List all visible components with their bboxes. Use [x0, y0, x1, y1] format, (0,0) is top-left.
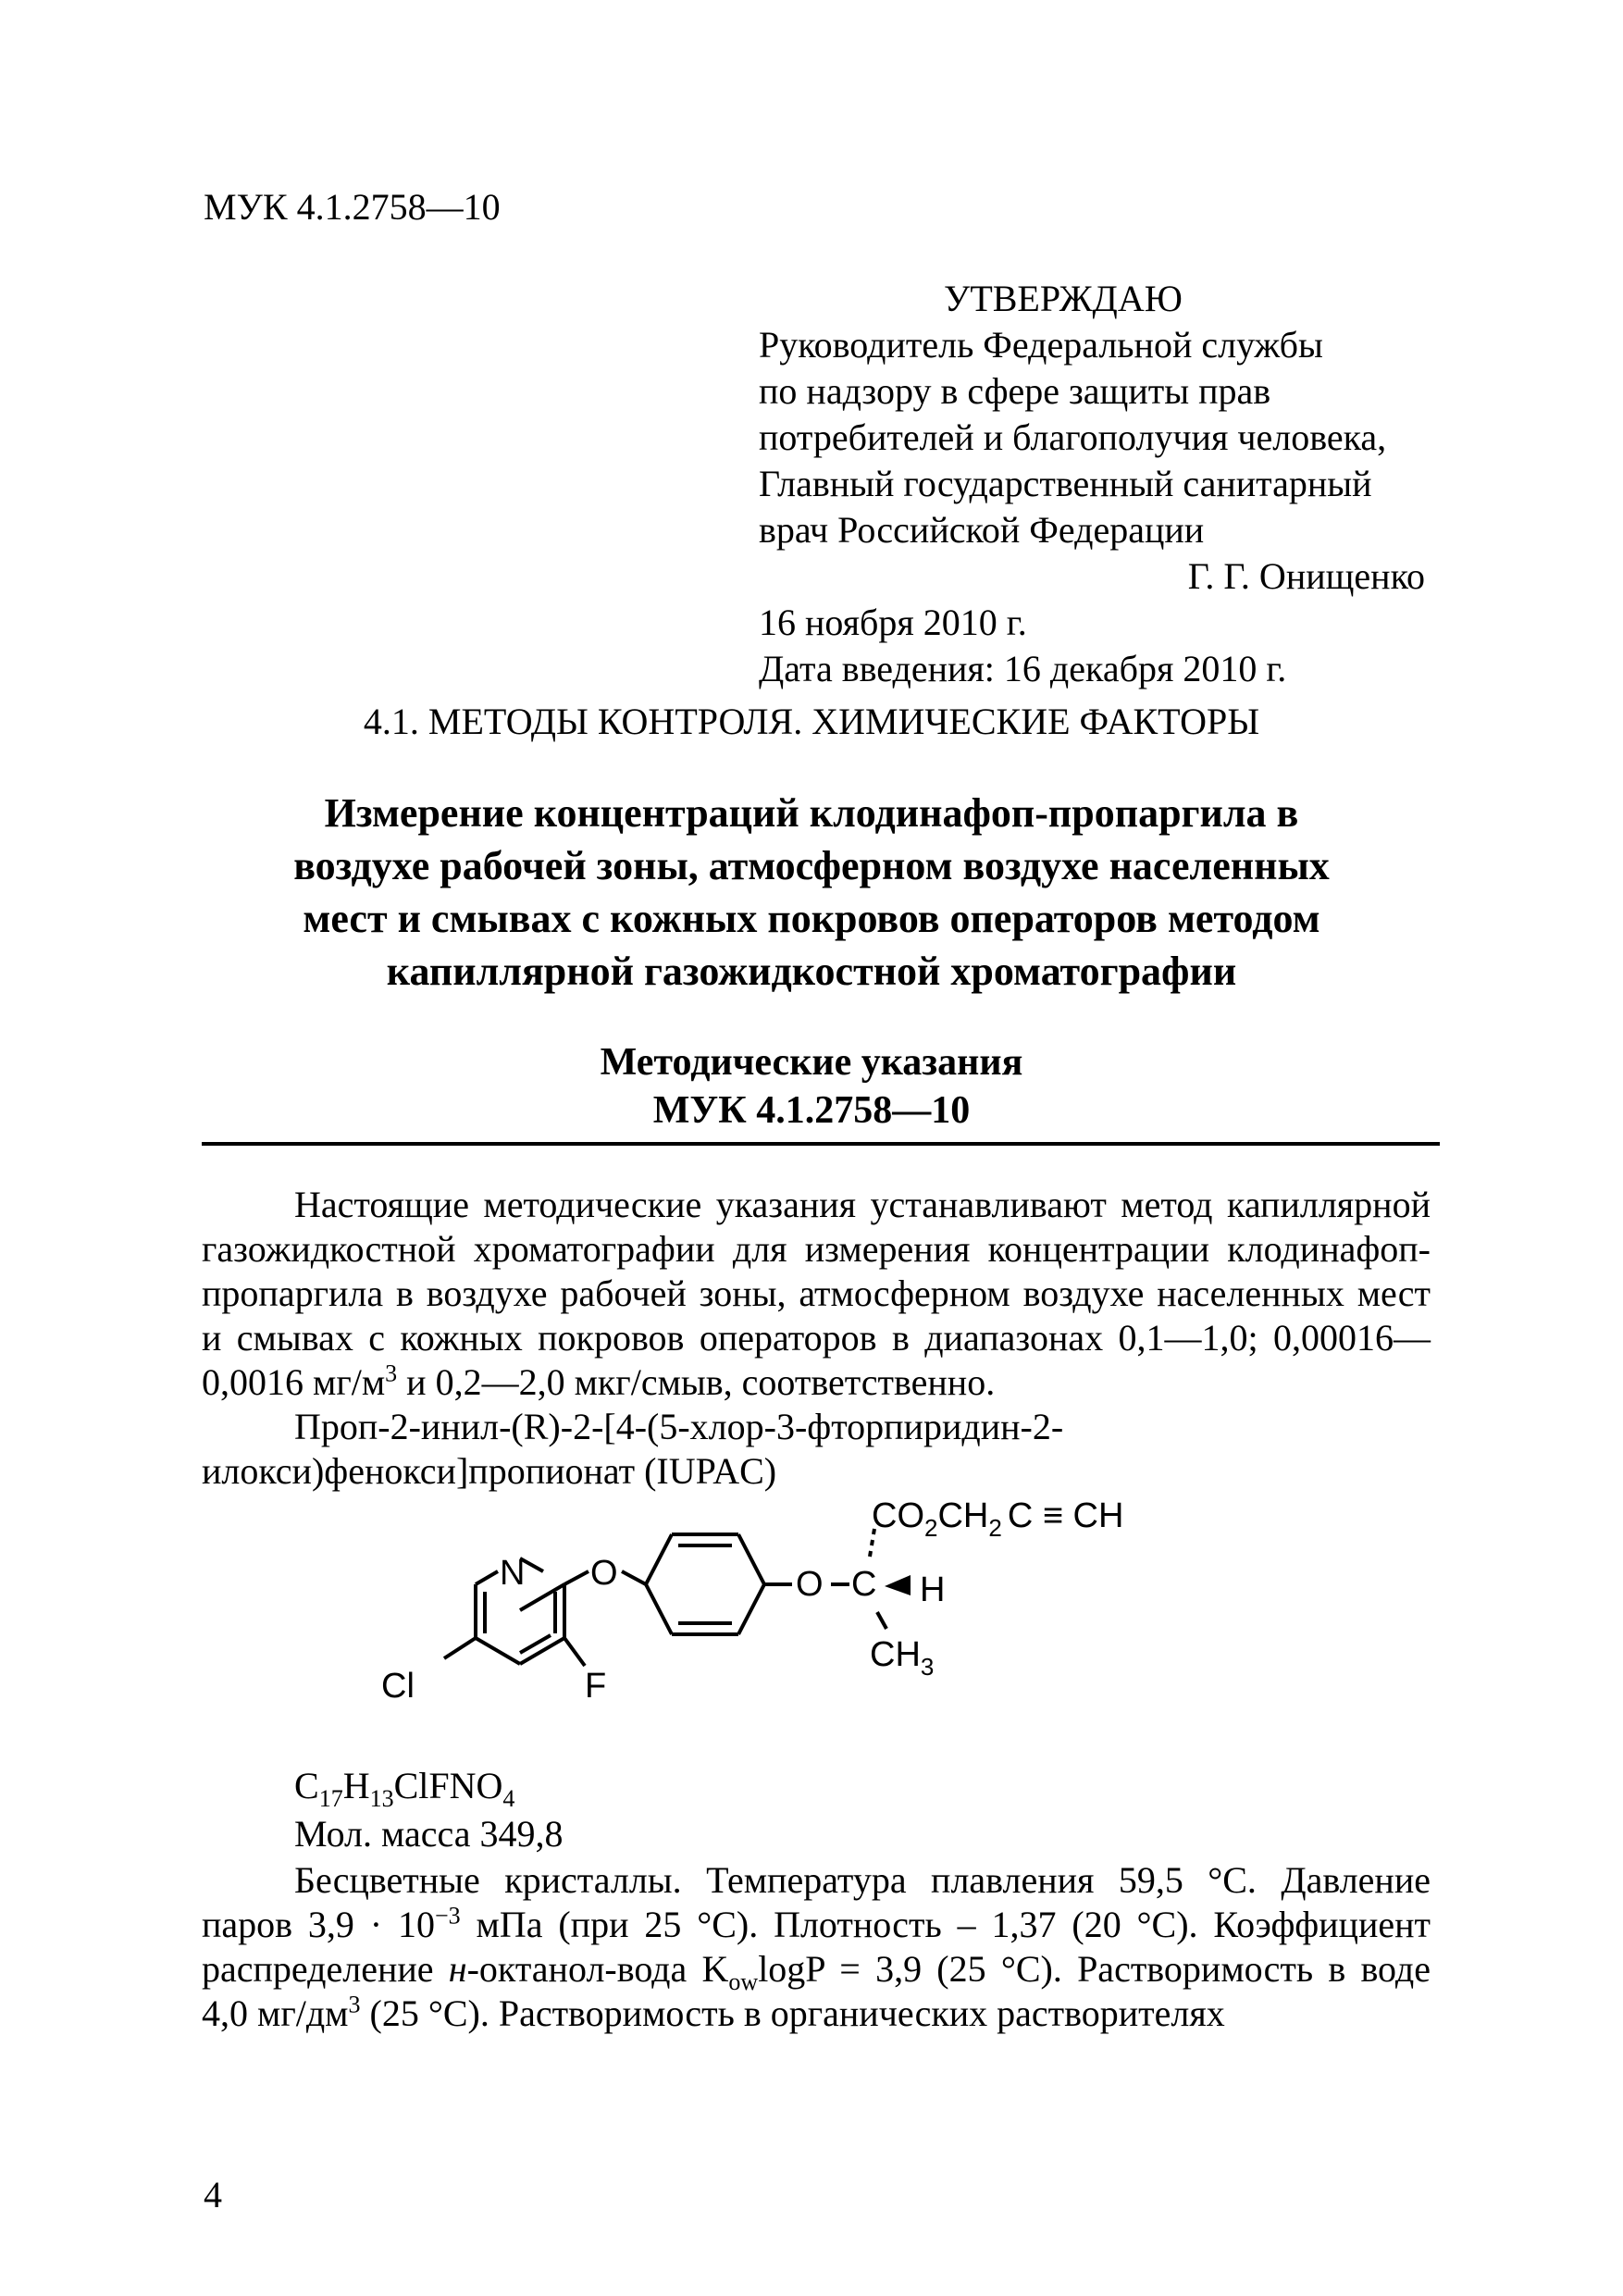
- chlorine-label: Cl: [381, 1667, 415, 1706]
- svg-text:CO2CH2C ≡ CH: $CO_2CH_2$ C ≡ CH: [872, 1496, 1124, 1542]
- approval-date: 16 ноября 2010 г.: [759, 602, 1027, 643]
- title-line: Измерение концентраций клодинафоп-пропаргила в: [324, 790, 1299, 836]
- approval-line: врач Российской Федерации: [759, 509, 1205, 551]
- subtitle-line: Методические указания: [600, 1041, 1023, 1084]
- section-heading: 4.1. МЕТОДЫ КОНТРОЛЯ. ХИМИЧЕСКИЕ ФАКТОРЫ: [363, 701, 1260, 742]
- structural-formula: [352, 1481, 1203, 1758]
- molar-mass: Мол. масса 349,8: [294, 1813, 564, 1855]
- title-line: мест и смывах с кожных покровов операторов методом: [303, 896, 1320, 941]
- page-number: 4: [204, 2174, 222, 2215]
- approval-line: потребителей и благополучия человека,: [759, 416, 1387, 458]
- approval-line: Главный государственный санитарный: [759, 463, 1372, 504]
- iupac-name: Проп-2-инил-(R)-2-[4-(5-хлор-3-фторпиридин-2-илокси)фенокси]пропионат (IUPAC): [202, 1406, 1064, 1492]
- title-line: воздухе рабочей зоны, атмосферном воздухе населенных: [293, 843, 1330, 888]
- approval-line: Руководитель Федеральной службы: [759, 324, 1323, 366]
- approval-title: УТВЕРЖДАЮ: [944, 278, 1183, 319]
- signatory: Г. Г. Онищенко: [1187, 555, 1425, 597]
- subtitle-code: МУК 4.1.2758—10: [652, 1089, 971, 1132]
- document-code: МУК 4.1.2758—10: [204, 186, 501, 228]
- nitrogen-label: N: [500, 1554, 526, 1593]
- carbon-label: C: [851, 1565, 877, 1604]
- properties-paragraph: Бесцветные кристаллы. Температура плавления 59,5 °С. Давление паров $3,9 \cdot 10^{-3}$ мПа (при 25 °С). Плотность – 1,37 (20 °С). Коэффициент распределение н-октанол-вода $K_{ow}\log P = 3,9$ (25 °С). Растворимость в воде 4,0 $мг/дм^3$ (25 °С). Растворимость в органических растворителях: [202, 1859, 1431, 2034]
- intro-paragraph: Настоящие методические указания устанавливают метод капиллярной газожидкостной хроматографии для измерения концентрации клодинафоп-пропаргила в воздухе рабочей зоны, атмосферном воздухе населенных мест и смывах с кожных покровов операторов в диапазонах 0,1—1,0; 0,00016—0,0016 $мг/м^3$ и 0,2—2,0 мкг/смыв, соответственно.: [202, 1184, 1431, 1403]
- molecular-formula: $C_{17}H_{13}ClFNO_4$: [294, 1765, 515, 1812]
- introduction-date: Дата введения: 16 декабря 2010 г.: [759, 648, 1287, 689]
- approval-block: [759, 276, 1425, 692]
- approval-line: по надзору в сфере защиты прав: [759, 370, 1271, 412]
- title-line: капиллярной газожидкостной хроматографии: [386, 949, 1237, 994]
- title-divider: [202, 1142, 1440, 1146]
- hydrogen-label: H: [920, 1570, 946, 1609]
- fluorine-label: F: [585, 1667, 607, 1706]
- document-subtitle: [185, 1038, 1438, 1135]
- oxygen-label: O: [590, 1554, 618, 1593]
- oxygen-label: O: [796, 1565, 824, 1604]
- document-title: [185, 787, 1438, 998]
- svg-text:CH3: $CH_3$: [870, 1635, 935, 1681]
